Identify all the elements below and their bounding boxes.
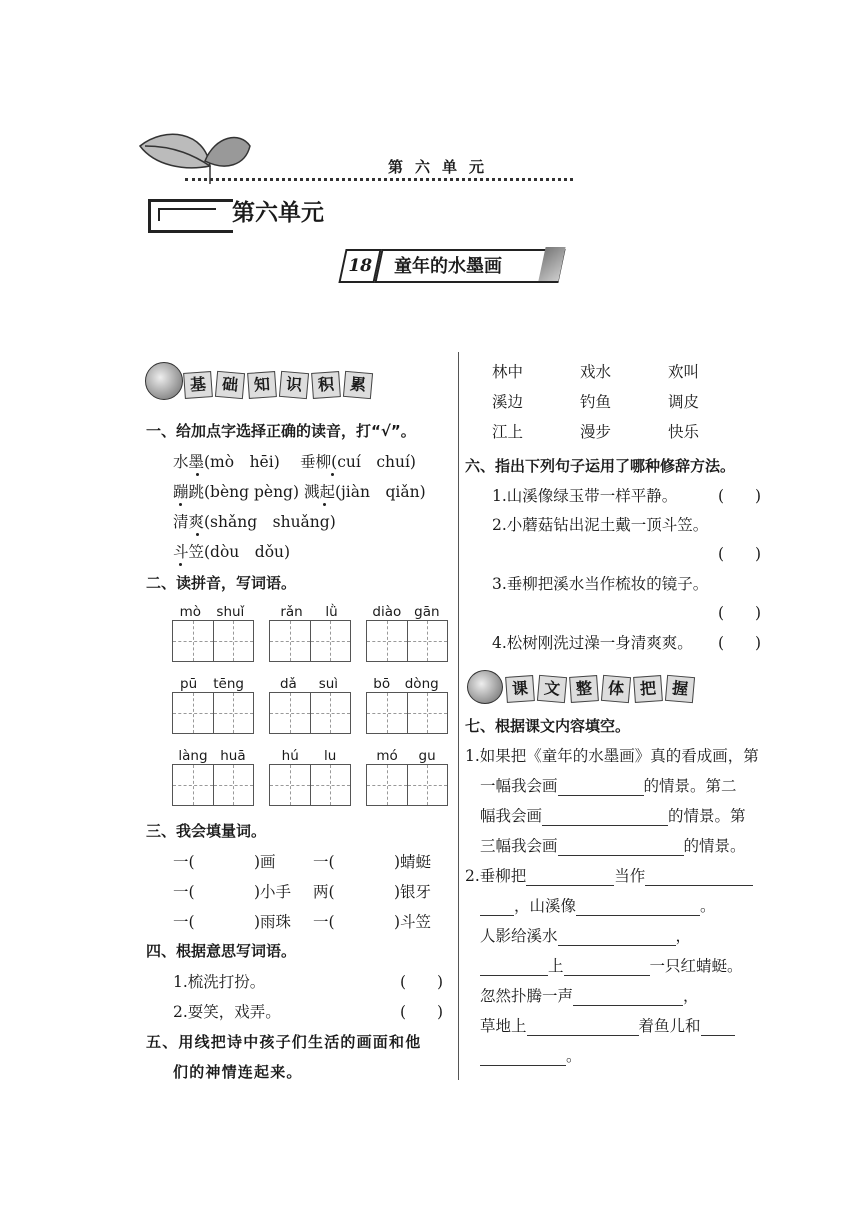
pinyin: tēng xyxy=(213,676,244,692)
word-box xyxy=(366,676,448,734)
match-table xyxy=(492,360,752,450)
pinyin: dǎ xyxy=(279,676,297,692)
q1-line: 斗笠(dòu dǒu) xyxy=(173,543,291,561)
q7-p1-line1: 1.如果把《童年的水墨画》真的看成画，第 xyxy=(465,747,759,765)
q1-line: 蹦跳(bèng pèng) 溅起(jiàn qiǎn) xyxy=(173,483,426,501)
section-char: 文 xyxy=(537,675,567,703)
emphasis-dot xyxy=(179,503,182,506)
q6-item: 1.山溪像绿玉带一样平静。 xyxy=(492,487,678,505)
question-4-title: 四、根据意思写词语。 xyxy=(146,942,297,960)
pinyin: gu xyxy=(418,748,436,764)
writing-grid[interactable] xyxy=(269,764,351,806)
q7-p2-line2: ，山溪像 。 xyxy=(480,894,716,916)
section-char: 知 xyxy=(247,371,277,399)
unit-title: 第六单元 xyxy=(232,199,324,226)
pinyin: lu xyxy=(324,748,337,764)
pinyin: diào xyxy=(372,604,402,620)
fill-blank[interactable] xyxy=(558,929,676,946)
match-item[interactable]: 漫步 xyxy=(580,423,612,441)
q6-item: 3.垂柳把溪水当作梳妆的镜子。 xyxy=(492,575,709,593)
pinyin: shuǐ xyxy=(216,604,245,620)
emphasis-dot xyxy=(196,473,199,476)
answer-paren[interactable]: ( ) xyxy=(718,604,762,622)
fill-blank[interactable] xyxy=(701,1019,735,1036)
match-item[interactable]: 江上 xyxy=(492,423,524,441)
pinyin-grid xyxy=(172,604,452,814)
word-box xyxy=(366,748,448,806)
section-char: 累 xyxy=(343,371,373,399)
question-7-title: 七、根据课文内容填空。 xyxy=(465,717,631,735)
q6-item: 2.小蘑菇钻出泥土戴一顶斗笠。 xyxy=(492,516,709,534)
pinyin: pū xyxy=(180,676,198,692)
section-char: 握 xyxy=(665,675,695,703)
q1-line: 水墨(mò hēi) 垂柳(cuí chuí) xyxy=(173,453,416,471)
writing-grid[interactable] xyxy=(269,692,351,734)
column-divider xyxy=(458,352,459,1080)
pinyin: mò xyxy=(179,604,202,620)
section-char: 础 xyxy=(215,371,245,399)
word-box xyxy=(366,604,448,662)
emphasis-dot xyxy=(179,563,182,566)
writing-grid[interactable] xyxy=(366,620,448,662)
emphasis-dot xyxy=(331,473,334,476)
q7-p2-line1: 2.垂柳把 当作 xyxy=(465,864,753,886)
question-6-title: 六、指出下列句子运用了哪种修辞方法。 xyxy=(465,457,736,475)
answer-paren[interactable]: ( ) xyxy=(718,487,762,505)
question-5-title-cont: 们的神情连起来。 xyxy=(173,1063,303,1081)
q7-p2-line7: 。 xyxy=(480,1044,582,1066)
lesson-number: 18 xyxy=(338,249,381,283)
pinyin: rǎn xyxy=(280,604,303,620)
match-item[interactable]: 戏水 xyxy=(580,363,612,381)
section-char: 积 xyxy=(311,371,341,399)
boy-mascot-icon xyxy=(145,362,183,400)
pinyin: suì xyxy=(318,676,339,692)
q7-p2-line6: 草地上 着鱼儿和 xyxy=(480,1014,735,1036)
question-3-title: 三、我会填量词。 xyxy=(146,822,267,840)
fill-blank[interactable] xyxy=(558,839,684,856)
leaf-illustration xyxy=(135,126,255,186)
pinyin: gān xyxy=(414,604,440,620)
star-mascot-icon xyxy=(467,670,503,704)
fill-blank[interactable] xyxy=(526,869,614,886)
fill-blank[interactable] xyxy=(564,959,650,976)
word-box xyxy=(172,748,254,806)
section-char: 体 xyxy=(601,675,631,703)
answer-paren[interactable]: ( ) xyxy=(400,1003,444,1021)
running-head: 第六单元 xyxy=(388,158,497,176)
fill-blank[interactable] xyxy=(480,899,514,916)
emphasis-dot xyxy=(323,503,326,506)
match-item[interactable]: 快乐 xyxy=(668,423,700,441)
writing-grid[interactable] xyxy=(366,764,448,806)
section-header-jichu xyxy=(184,372,372,398)
fill-blank[interactable] xyxy=(480,959,548,976)
fill-blank[interactable] xyxy=(480,1049,566,1066)
writing-grid[interactable] xyxy=(366,692,448,734)
pinyin: dòng xyxy=(404,676,439,692)
match-item[interactable]: 钓鱼 xyxy=(580,393,612,411)
fill-blank[interactable] xyxy=(576,899,700,916)
answer-paren[interactable]: ( ) xyxy=(400,973,444,991)
q4-item: 1.梳洗打扮。 xyxy=(173,973,266,991)
word-box xyxy=(172,676,254,734)
q6-item: 4.松树刚洗过澡一身清爽爽。 xyxy=(492,634,693,652)
match-item[interactable]: 溪边 xyxy=(492,393,524,411)
section-char: 基 xyxy=(183,371,213,399)
fill-blank[interactable] xyxy=(645,869,753,886)
match-item[interactable]: 调皮 xyxy=(668,393,700,411)
word-box xyxy=(269,604,351,662)
match-item[interactable]: 林中 xyxy=(492,363,524,381)
fill-blank[interactable] xyxy=(573,989,683,1006)
pinyin: hú xyxy=(281,748,299,764)
writing-grid[interactable] xyxy=(269,620,351,662)
answer-paren[interactable]: ( ) xyxy=(718,634,762,652)
q7-p2-line4: 上 一只红蜻蜓。 xyxy=(480,954,743,976)
match-item[interactable]: 欢叫 xyxy=(668,363,700,381)
word-box xyxy=(269,748,351,806)
q7-p1-line4: 三幅我会画 的情景。 xyxy=(480,837,746,855)
lesson-title: 童年的水墨画 xyxy=(394,256,502,277)
q7-p1-line3: 幅我会画 的情景。第 xyxy=(480,807,746,825)
writing-grid[interactable] xyxy=(172,620,254,662)
question-1-title: 一、给加点字选择正确的读音，打“√”。 xyxy=(146,422,416,440)
section-char: 把 xyxy=(633,675,663,703)
fill-blank[interactable] xyxy=(527,1019,639,1036)
pinyin: huā xyxy=(220,748,246,764)
word-box xyxy=(172,604,254,662)
q7-p1-line2: 一幅我会画 的情景。第二 xyxy=(480,777,737,795)
section-header-kewen xyxy=(506,676,694,702)
section-char: 课 xyxy=(505,675,535,703)
q1-line: 清爽(shǎng shuǎng) xyxy=(173,513,336,531)
emphasis-dot xyxy=(196,533,199,536)
fill-blank[interactable] xyxy=(542,809,668,826)
pinyin: mó xyxy=(376,748,398,764)
q7-p2-line5: 忽然扑腾一声 ， xyxy=(480,987,699,1005)
pinyin: lǜ xyxy=(325,604,338,620)
q4-item: 2.耍笑，戏弄。 xyxy=(173,1003,281,1021)
word-box xyxy=(269,676,351,734)
writing-grid[interactable] xyxy=(172,764,254,806)
unit-title-frame-inner xyxy=(158,208,216,221)
question-2-title: 二、读拼音，写词语。 xyxy=(146,574,297,592)
header-dotted-rule xyxy=(185,178,573,181)
writing-grid[interactable] xyxy=(172,692,254,734)
section-char: 整 xyxy=(569,675,599,703)
pinyin: bō xyxy=(373,676,391,692)
fill-blank[interactable] xyxy=(558,779,644,796)
pinyin: làng xyxy=(178,748,208,764)
question-5-title: 五、用线把诗中孩子们生活的画面和他 xyxy=(146,1033,422,1051)
answer-paren[interactable]: ( ) xyxy=(718,545,762,563)
q7-p2-line3: 人影给溪水 ， xyxy=(480,927,692,945)
section-char: 识 xyxy=(279,371,309,399)
